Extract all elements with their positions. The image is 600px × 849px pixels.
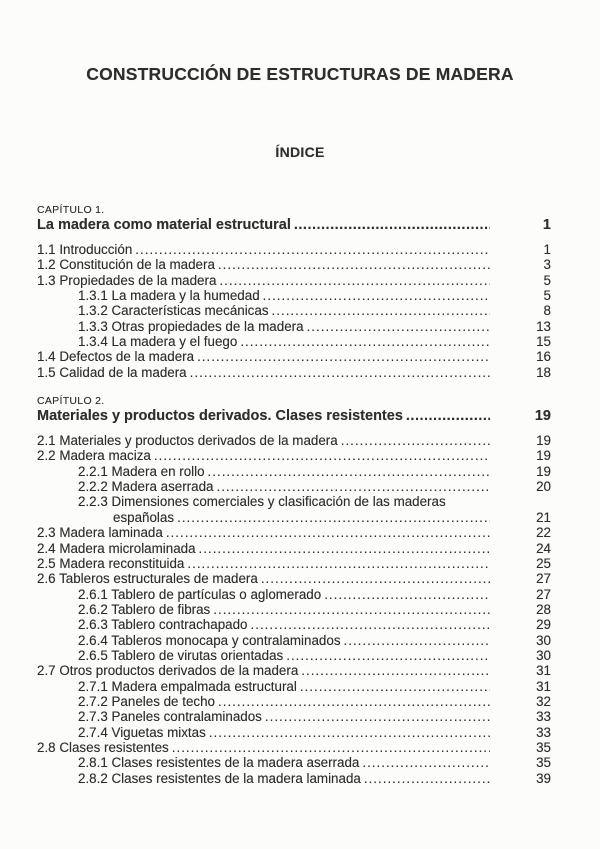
chapter-title-row xyxy=(37,408,551,425)
entry-text: 2.7.1 Madera empalmada estructural xyxy=(78,678,297,694)
toc-entry xyxy=(78,602,551,617)
entry-page-number: 19 xyxy=(536,448,551,464)
entry-text: 2.4 Madera microlaminada xyxy=(37,540,196,556)
toc-entry xyxy=(37,525,551,540)
dot-leader xyxy=(219,273,490,288)
dot-leader xyxy=(272,303,490,318)
entry-page-number: 1 xyxy=(543,242,551,257)
chapter-entries xyxy=(37,433,551,786)
toc-entry xyxy=(78,334,551,349)
toc-entry xyxy=(78,319,551,334)
entry-page-number: 29 xyxy=(536,617,551,633)
chapter-entries xyxy=(37,242,551,380)
dot-leader xyxy=(362,755,490,770)
entry-text: 2.6.2 Tablero de fibras xyxy=(78,601,211,617)
dot-leader xyxy=(406,408,490,425)
dot-leader xyxy=(344,633,490,648)
toc-entry xyxy=(37,541,551,556)
entry-text: 1.3.4 La madera y el fuego xyxy=(78,334,238,350)
entry-page-number: 39 xyxy=(536,770,551,786)
toc-entry xyxy=(78,633,551,648)
toc-entry xyxy=(37,448,551,463)
dot-leader xyxy=(286,648,490,663)
toc-chapter-2 xyxy=(37,395,551,786)
entry-text: 1.3.3 Otras propiedades de la madera xyxy=(78,318,304,334)
entry-text: 1.1 Introducción xyxy=(37,242,133,257)
toc-entry xyxy=(37,556,551,571)
table-of-contents xyxy=(37,204,551,786)
chapter-title-text: Materiales y productos derivados. Clases resistentes xyxy=(37,408,403,425)
entry-page-number: 35 xyxy=(536,755,551,771)
entry-page-number: 30 xyxy=(536,647,551,663)
dot-leader xyxy=(240,334,490,349)
entry-text: 2.6.4 Tableros monocapa y contralaminados xyxy=(78,632,341,648)
toc-entry xyxy=(37,257,551,272)
toc-entry xyxy=(113,510,551,525)
entry-text: 2.6 Tableros estructurales de madera xyxy=(37,571,258,587)
dot-leader xyxy=(177,510,490,525)
toc-entry xyxy=(37,365,551,380)
toc-entry xyxy=(37,740,551,755)
dot-leader xyxy=(208,464,490,479)
dot-leader xyxy=(197,349,490,364)
entry-text: 1.2 Constitución de la madera xyxy=(37,257,215,273)
entry-text: 2.6.3 Tablero contrachapado xyxy=(78,617,248,633)
book-title: CONSTRUCCIÓN DE ESTRUCTURAS DE MADERA xyxy=(86,64,514,84)
entry-page-number: 22 xyxy=(536,525,551,541)
entry-page-number: 13 xyxy=(536,318,551,334)
dot-leader xyxy=(324,587,490,602)
entry-page-number: 8 xyxy=(543,303,551,319)
entry-text: 2.6.5 Tablero de virutas orientadas xyxy=(78,647,284,663)
chapter-title-row xyxy=(37,217,551,234)
entry-text: 2.7.4 Viguetas mixtas xyxy=(78,724,206,740)
dot-leader xyxy=(135,242,490,257)
entry-page-number: 27 xyxy=(536,586,551,602)
entry-page-number: 31 xyxy=(536,663,551,679)
entry-text: 1.3.2 Características mecánicas xyxy=(78,303,269,319)
dot-leader xyxy=(216,479,490,494)
entry-text: 1.4 Defectos de la madera xyxy=(37,349,195,365)
toc-entry xyxy=(78,479,551,494)
entry-text: 2.6.1 Tablero de partículas o aglomerado xyxy=(78,586,322,602)
toc-entry xyxy=(37,571,551,586)
toc-entry xyxy=(37,242,551,257)
entry-page-number: 5 xyxy=(543,272,551,288)
toc-entry xyxy=(78,303,551,318)
chapter-label: CAPÍTULO 1. xyxy=(37,204,105,216)
toc-entry xyxy=(78,587,551,602)
dot-leader xyxy=(341,433,490,448)
entry-page-number: 31 xyxy=(536,678,551,694)
entry-page-number: 19 xyxy=(536,463,551,479)
entry-page-number: 18 xyxy=(536,364,551,380)
entry-page-number: 19 xyxy=(536,433,551,449)
dot-leader xyxy=(261,571,490,586)
toc-entry xyxy=(78,725,551,740)
entry-text: 2.2 Madera maciza xyxy=(37,448,151,464)
entry-text: 2.8.2 Clases resistentes de la madera laminada xyxy=(78,770,361,786)
entry-text: 2.1 Materiales y productos derivados de la madera xyxy=(37,433,338,449)
toc-entry xyxy=(37,663,551,678)
chapter-page-number: 19 xyxy=(534,408,551,425)
entry-page-number: 28 xyxy=(536,601,551,617)
dot-leader xyxy=(218,257,490,272)
chapter-page-number: 1 xyxy=(542,217,551,233)
entry-page-number: 35 xyxy=(536,739,551,755)
toc-entry xyxy=(78,679,551,694)
entry-text: 2.7 Otros productos derivados de la madera xyxy=(37,663,299,679)
entry-text: 2.2.3 Dimensiones comerciales y clasificación de las maderas xyxy=(78,494,446,510)
entry-text: 2.8 Clases resistentes xyxy=(37,739,169,755)
entry-page-number: 30 xyxy=(536,632,551,648)
entry-text: 2.2.1 Madera en rollo xyxy=(78,463,205,479)
dot-leader xyxy=(213,602,490,617)
dot-leader xyxy=(307,319,490,334)
entry-page-number: 33 xyxy=(536,724,551,740)
entry-text: 1.3 Propiedades de la madera xyxy=(37,272,217,288)
toc-entry xyxy=(78,464,551,479)
toc-entry xyxy=(78,709,551,724)
dot-leader xyxy=(301,663,490,678)
entry-page-number: 21 xyxy=(536,509,551,525)
dot-leader xyxy=(166,525,490,540)
toc-entry xyxy=(37,273,551,288)
index-title: ÍNDICE xyxy=(275,144,325,160)
dot-leader xyxy=(218,694,490,709)
dot-leader xyxy=(364,771,490,786)
chapter-title-text: La madera como material estructural xyxy=(37,217,291,233)
entry-page-number: 16 xyxy=(536,349,551,365)
entry-page-number: 33 xyxy=(536,709,551,725)
entry-text: 2.5 Madera reconstituida xyxy=(37,555,185,571)
dot-leader xyxy=(265,709,490,724)
dot-leader xyxy=(300,679,490,694)
entry-page-number: 27 xyxy=(536,571,551,587)
entry-page-number: 3 xyxy=(543,257,551,273)
entry-text: 1.3.1 La madera y la humedad xyxy=(78,288,260,304)
entry-page-number: 25 xyxy=(536,555,551,571)
toc-entry xyxy=(78,494,551,509)
entry-text: 2.2.2 Madera aserrada xyxy=(78,479,214,495)
entry-text: 2.8.1 Clases resistentes de la madera aserrada xyxy=(78,755,360,771)
dot-leader xyxy=(172,740,490,755)
toc-entry xyxy=(78,648,551,663)
entry-page-number: 15 xyxy=(536,334,551,350)
entry-page-number: 24 xyxy=(536,540,551,556)
toc-entry xyxy=(78,288,551,303)
entry-page-number: 32 xyxy=(536,693,551,709)
entry-text: 2.7.3 Paneles contralaminados xyxy=(78,709,262,725)
entry-page-number: 20 xyxy=(536,479,551,495)
toc-chapter-1 xyxy=(37,204,551,380)
toc-entry xyxy=(78,617,551,632)
dot-leader xyxy=(209,725,490,740)
toc-entry xyxy=(78,771,551,786)
entry-text: 1.5 Calidad de la madera xyxy=(37,364,187,380)
dot-leader xyxy=(263,288,490,303)
entry-page-number: 5 xyxy=(543,288,551,304)
dot-leader xyxy=(187,556,490,571)
chapter-label: CAPÍTULO 2. xyxy=(37,395,105,408)
dot-leader xyxy=(294,217,490,234)
dot-leader xyxy=(190,365,490,380)
toc-entry xyxy=(37,433,551,448)
toc-entry xyxy=(78,755,551,770)
entry-text: 2.3 Madera laminada xyxy=(37,525,163,541)
toc-entry xyxy=(37,349,551,364)
dot-leader xyxy=(251,617,491,632)
entry-text: 2.7.2 Paneles de techo xyxy=(78,693,215,709)
entry-text: españolas xyxy=(113,509,175,525)
dot-leader xyxy=(154,448,490,463)
toc-entry xyxy=(78,694,551,709)
dot-leader xyxy=(199,541,490,556)
